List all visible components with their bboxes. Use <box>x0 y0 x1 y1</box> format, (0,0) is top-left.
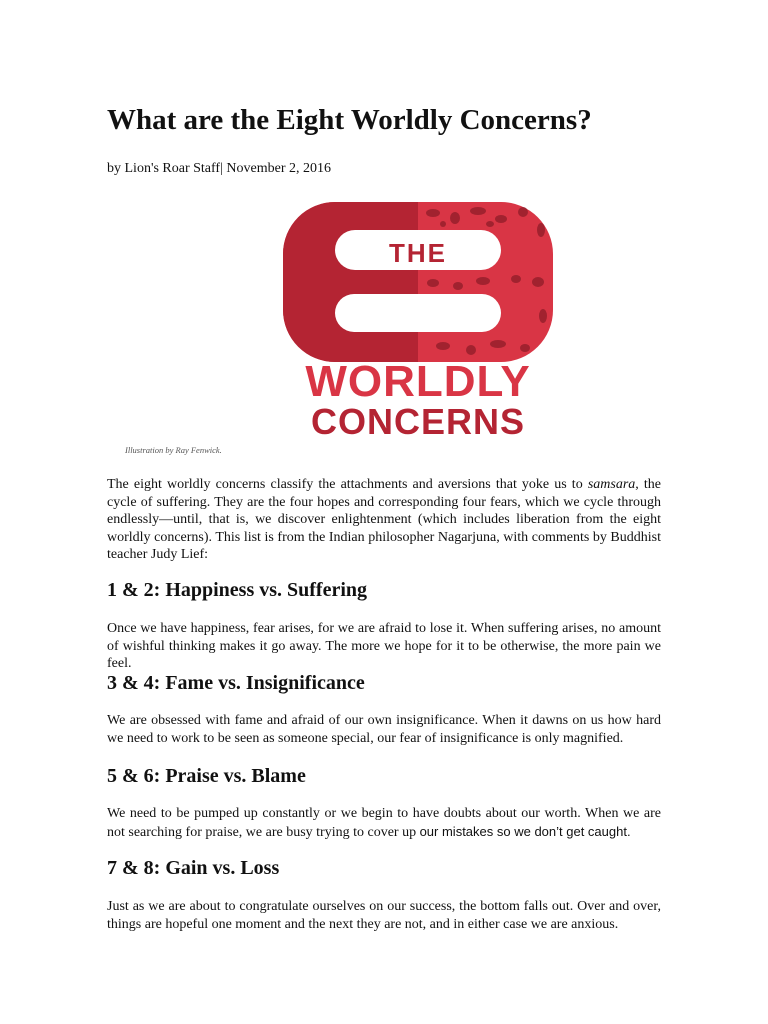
article-title: What are the Eight Worldly Concerns? <box>107 104 592 136</box>
intro-text-end: , the cycle of suffering. They are the four hopes and corresponding four fears, which we cycle through endlessly—until, that is, we discover enlightenment (which includes liberation from the eight worldly concerns). This list is from the Indian philosopher Nagarjuna, with comments by Buddhist teacher Judy Lief: <box>107 477 661 562</box>
intro-emphasis-samsara: samsara <box>587 477 636 492</box>
section-heading: 3 & 4: Fame vs. Insignificance <box>107 672 365 694</box>
number-eight-shape <box>283 202 553 362</box>
eight-worldly-concerns-illustration <box>243 196 593 441</box>
section-paragraph: Just as we are about to congratulate ourselves on our success, the bottom falls out. Over and over, things are hopeful one moment and the next they are not, and in either case we are anxious. <box>107 899 661 932</box>
section-paragraph <box>107 805 661 841</box>
intro-paragraph <box>107 476 661 564</box>
article-byline: by Lion's Roar Staff| November 2, 2016 <box>107 161 331 176</box>
word-worldly: WORLDLY <box>305 357 531 406</box>
word-concerns: CONCERNS <box>310 401 526 441</box>
intro-text-start: The eight worldly concerns classify the attachments and aversions that yoke us to <box>107 477 588 492</box>
section-heading: 5 & 6: Praise vs. Blame <box>107 765 306 787</box>
illustration-caption: Illustration by Ray Fenwick. <box>125 445 222 455</box>
section-paragraph: We are obsessed with fame and afraid of our own insignificance. When it dawns on us how hard we need to work to be seen as someone special, our fear of insignificance is only magnified. <box>107 713 661 746</box>
section-heading: 1 & 2: Happiness vs. Suffering <box>107 579 368 601</box>
section-paragraph: Once we have happiness, fear arises, for we are afraid to lose it. When suffering arises, no amount of wishful thinking makes it go away. The more we hope for it to be otherwise, the more pain we feel. <box>107 621 661 671</box>
word-the: THE <box>389 238 447 268</box>
section-heading: 7 & 8: Gain vs. Loss <box>107 857 280 879</box>
section-paragraph-tail: our mistakes so we don’t get caught. <box>419 823 631 839</box>
section-paragraph-text: We need to be pumped up constantly or we begin to have doubts about our worth. When we are not searching for praise, we are busy trying to cover up <box>107 806 661 840</box>
